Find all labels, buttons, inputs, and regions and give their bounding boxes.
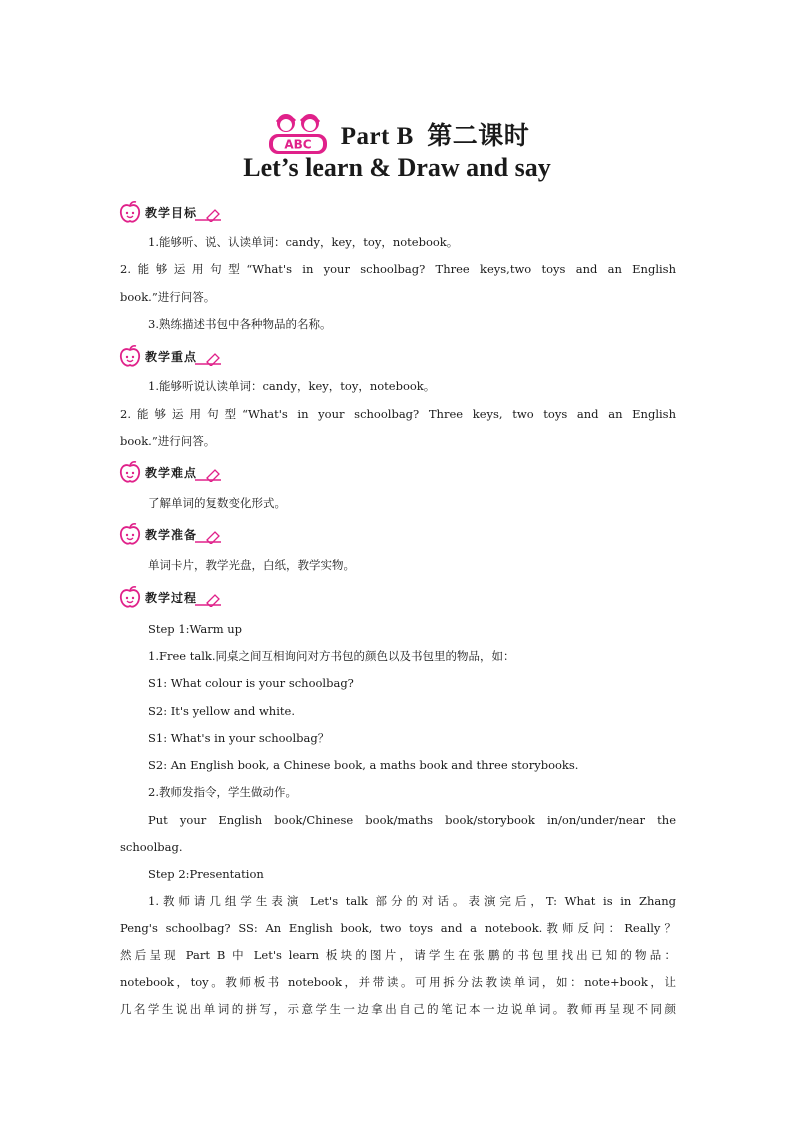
text-line: 几名学生说出单词的拼写，示意学生一边拿出自己的笔记本一边说单词。教师再呈现不同颜 [120, 1002, 676, 1016]
text-line: Step 1:Warm up [148, 622, 243, 636]
text-line: schoolbag. [120, 840, 183, 854]
text-line: 1.能够听说认读单词：candy，key，toy，notebook。 [148, 379, 436, 393]
svg-text:ABC: ABC [284, 137, 312, 152]
text-line: Put your English book/Chinese book/maths book/storybook in/on/under/near the [148, 813, 676, 827]
text-line: 1.Free talk.同桌之间互相询问对方书包的颜色以及书包里的物品，如： [148, 649, 515, 663]
section-heading-label: 教学目标 [145, 205, 198, 220]
text-line: 2.能够运用句型“What's in your schoolbag? Three keys, two toys and an English [120, 407, 676, 421]
text-line: S1: What colour is your schoolbag? [148, 676, 354, 690]
section-heading-label: 教学重点 [145, 349, 198, 364]
section-heading-key-points [118, 344, 223, 368]
part-title: Part B 第二课时 [340, 123, 530, 150]
apple-icon [118, 460, 142, 484]
pencil-underline-icon [193, 587, 223, 607]
apple-icon [118, 344, 142, 368]
text-line: S2: An English book, a Chinese book, a maths book and three storybooks. [148, 758, 579, 772]
text-line: 然后呈现 Part B 中 Let's learn 板块的图片，请学生在张鹏的书包里找出已知的物品： [120, 948, 676, 962]
text-line: book.”进行问答。 [120, 434, 216, 448]
text-line: 3.熟练描述书包中各种物品的名称。 [148, 317, 332, 331]
lesson-header [0, 112, 794, 156]
section-heading-objectives [118, 200, 223, 224]
section-heading-label: 教学难点 [145, 465, 198, 480]
section-heading-difficulties [118, 460, 223, 484]
apple-icon [118, 585, 142, 609]
text-line: S1: What's in your schoolbag？ [148, 731, 330, 745]
text-line: S2: It's yellow and white. [148, 704, 295, 718]
text-line: notebook，toy。教师板书 notebook，并带读。可用拆分法教读单词，如：note+book，让 [120, 975, 676, 989]
pencil-underline-icon [193, 462, 223, 482]
apple-icon [118, 522, 142, 546]
text-line: 2.能够运用句型“What's in your schoolbag? Three keys,two toys and an English [120, 262, 676, 276]
abc-kids-logo-icon [265, 112, 331, 156]
lesson-subtitle: Let’s learn & Draw and say [243, 153, 551, 182]
text-line: 单词卡片，教学光盘，白纸，教学实物。 [148, 558, 355, 572]
section-heading-label: 教学准备 [145, 527, 198, 542]
text-line: 1.教师请几组学生表演 Let's talk 部分的对话。表演完后，T: What is in Zhang [148, 894, 676, 908]
pencil-underline-icon [193, 346, 223, 366]
pencil-underline-icon [193, 524, 223, 544]
section-heading-preparation [118, 522, 223, 546]
pencil-underline-icon [193, 202, 223, 222]
text-line: book.”进行问答。 [120, 290, 216, 304]
section-heading-label: 教学过程 [145, 590, 198, 605]
section-heading-process [118, 585, 223, 609]
apple-icon [118, 200, 142, 224]
text-line: 1.能够听、说、认读单词：candy，key，toy，notebook。 [148, 235, 459, 249]
text-line: 了解单词的复数变化形式。 [148, 496, 286, 510]
text-line: Step 2:Presentation [148, 867, 264, 881]
text-line: 2.教师发指令，学生做动作。 [148, 785, 297, 799]
text-line: Peng's schoolbag? SS: An English book, two toys and a notebook.教师反问：Really？ [120, 921, 676, 935]
